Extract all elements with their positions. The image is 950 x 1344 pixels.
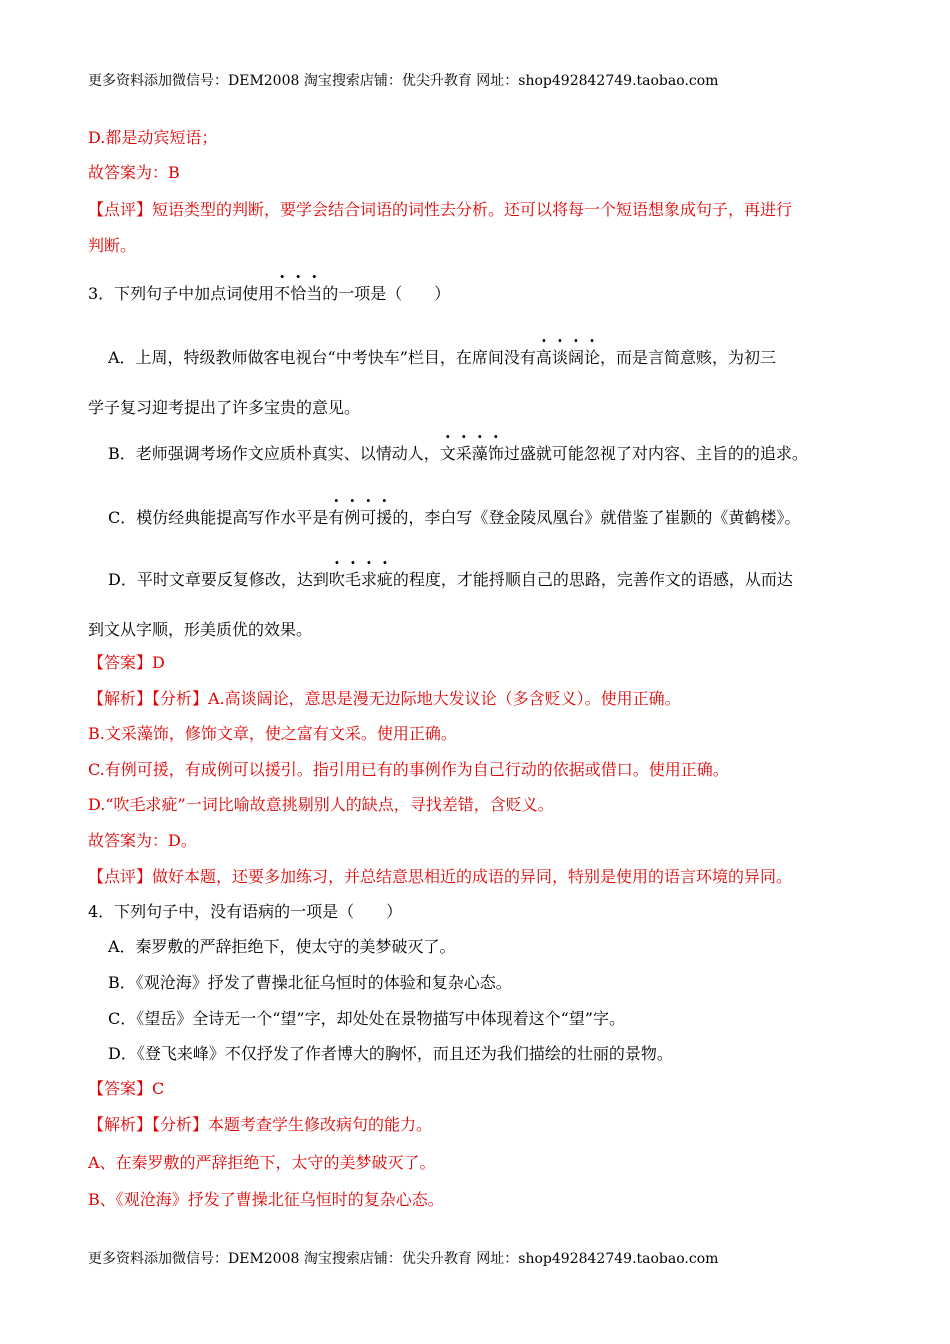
q3-option-a [108,348,776,368]
q3-option-b-post: 过盛就可能忽视了对内容、主旨的的追求。 [503,444,808,463]
q3-option-b [108,444,808,464]
q3-stem-pre: 3．下列句子中加点词使用 [88,284,275,303]
emphasis-char: 采 [455,444,472,463]
emphasis-char: 藻 [471,444,488,463]
emphasis-char: 吹 [328,570,345,589]
q3-option-a-pre: A．上周，特级教师做客电视台“中考快车”栏目，在席间没有 [108,348,536,367]
emphasis-char: 有 [328,508,345,527]
q3-analysis-b: B.文采藻饰，修饰文章，使之富有文采。使用正确。 [88,724,457,743]
q4-analysis-a: A、在秦罗敷的严辞拒绝下，太守的美梦破灭了。 [88,1153,436,1172]
q4-option-c: C．《望岳》全诗无一个“望”字，却处处在景物描写中体现着这个“望”字。 [108,1009,625,1028]
q3-option-d-line2: 到文从字顺，形美质优的效果。 [88,620,313,639]
emphasis-char: 不 [274,284,291,303]
emphasis-char: 谈 [551,348,568,367]
q2-answer-conclusion: 故答案为：B [88,163,180,182]
q2-option-d-note: D.都是动宾短语； [88,128,218,147]
q3-analysis-d: D.“吹毛求疵”一词比喻故意挑剔别人的缺点，寻找差错，含贬义。 [88,795,554,814]
q3-option-a-post: ，而是言简意赅，为初三 [599,348,776,367]
q3-option-b-pre: B．老师强调考场作文应质朴真实、以情动人， [108,444,440,463]
emphasis-char: 文 [439,444,456,463]
q2-comment-line2: 判断。 [88,236,137,255]
q4-option-a: A．秦罗敷的严辞拒绝下，使太守的美梦破灭了。 [108,937,456,956]
q4-analysis-b: B、《观沧海》抒发了曹操北征乌恒时的复杂心态。 [88,1190,444,1209]
q3-option-d [108,570,793,590]
q4-stem: 4．下列句子中，没有语病的一项是（ ） [88,902,403,921]
page-header: 更多资料添加微信号：DEM2008 淘宝搜索店铺：优尖升教育 网址：shop492842749.taobao.com [88,73,719,89]
q3-analysis: 【解析】【分析】A.高谈阔论，意思是漫无边际地大发议论（多含贬义）。使用正确。 [88,689,681,708]
emphasis-char: 例 [344,508,361,527]
emphasis-char: 高 [535,348,552,367]
q3-option-c-pre: C．模仿经典能提高写作水平是 [108,508,329,527]
emphasis-char: 毛 [344,570,361,589]
q3-option-c [108,508,800,528]
q3-option-d-pre: D．平时文章要反复修改，达到 [108,570,329,589]
q3-conclusion: 故答案为：D。 [88,831,197,850]
emphasis-char: 论 [583,348,600,367]
emphasis-char: 援 [376,508,393,527]
q4-option-d: D．《登飞来峰》不仅抒发了作者博大的胸怀，而且还为我们描绘的壮丽的景物。 [108,1044,673,1063]
emphasis-char: 饰 [487,444,504,463]
q2-comment-line1: 【点评】短语类型的判断，要学会结合词语的词性去分析。还可以将每一个短语想象成句子，再进行 [88,200,793,219]
q4-analysis: 【解析】【分析】本题考查学生修改病句的能力。 [88,1115,433,1134]
q4-answer: 【答案】C [88,1079,165,1098]
emphasis-char: 恰 [290,284,307,303]
q3-analysis-c: C.有例可援，有成例可以援引。指引用已有的事例作为自己行动的依据或借口。使用正确。 [88,760,729,779]
q3-answer: 【答案】D [88,653,165,672]
q3-comment: 【点评】做好本题，还要多加练习，并总结意思相近的成语的异同，特别是使用的语言环境的异同。 [88,867,793,886]
q3-stem [88,284,450,304]
emphasis-char: 疵 [376,570,393,589]
q4-option-b: B．《观沧海》抒发了曹操北征乌恒时的体验和复杂心态。 [108,973,512,992]
q3-stem-post: 的一项是（ ） [322,284,451,303]
page-footer: 更多资料添加微信号：DEM2008 淘宝搜索店铺：优尖升教育 网址：shop492842749.taobao.com [88,1251,719,1267]
q3-option-d-post: 的程度，才能捋顺自己的思路，完善作文的语感，从而达 [392,570,793,589]
emphasis-char: 当 [306,284,323,303]
q3-option-c-post: 的，李白写《登金陵凤凰台》就借鉴了崔颢的《黄鹤楼》。 [392,508,801,527]
emphasis-char: 求 [360,570,377,589]
q3-option-a-line2: 学子复习迎考提出了许多宝贵的意见。 [88,398,361,417]
emphasis-char: 阔 [567,348,584,367]
emphasis-char: 可 [360,508,377,527]
